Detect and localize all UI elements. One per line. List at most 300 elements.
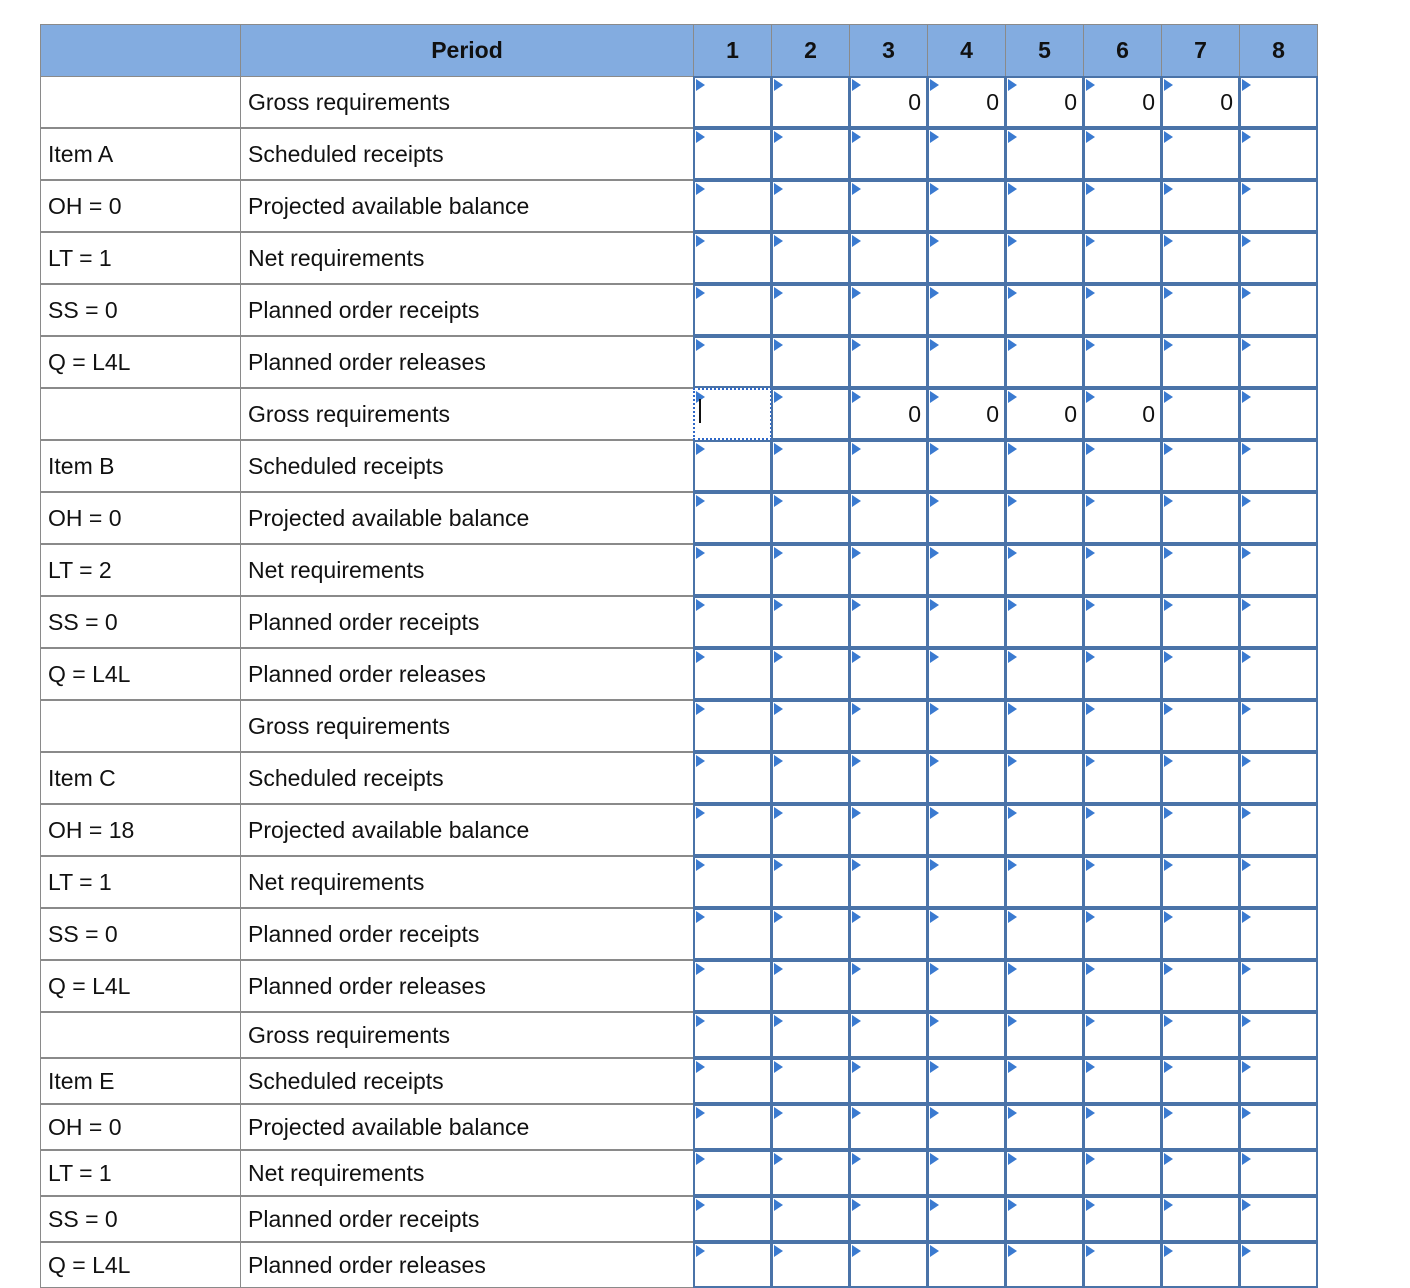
mrp-input-cell[interactable]	[1239, 908, 1318, 960]
cell-marker-icon	[852, 703, 861, 715]
mrp-input-cell[interactable]	[1083, 440, 1162, 492]
cell-marker-icon	[1164, 1107, 1173, 1119]
mrp-input-cell[interactable]	[1005, 908, 1084, 960]
period-col-header: 3	[849, 24, 928, 77]
cell-marker-icon	[1164, 339, 1173, 351]
mrp-input-cell[interactable]	[1239, 232, 1318, 284]
mrp-input-cell[interactable]	[1239, 856, 1318, 908]
mrp-input-cell[interactable]	[1161, 752, 1240, 804]
mrp-input-cell[interactable]	[1083, 388, 1162, 440]
cell-marker-icon	[852, 443, 861, 455]
cell-marker-icon	[696, 651, 705, 663]
mrp-input-cell[interactable]	[771, 856, 850, 908]
cell-marker-icon	[1086, 1153, 1095, 1165]
cell-marker-icon	[852, 651, 861, 663]
cell-marker-icon	[852, 1199, 861, 1211]
cell-marker-icon	[852, 495, 861, 507]
mrp-input-cell[interactable]	[693, 492, 772, 544]
cell-marker-icon	[774, 911, 783, 923]
mrp-input-cell[interactable]	[693, 1012, 772, 1058]
cell-marker-icon	[1086, 339, 1095, 351]
cell-marker-icon	[1242, 495, 1251, 507]
cell-marker-icon	[696, 911, 705, 923]
mrp-input-cell[interactable]	[1239, 960, 1318, 1012]
mrp-input-cell[interactable]	[771, 336, 850, 388]
mrp-input-cell[interactable]	[1083, 648, 1162, 700]
mrp-input-cell[interactable]	[927, 1012, 1006, 1058]
mrp-input-cell[interactable]	[771, 544, 850, 596]
cell-marker-icon	[696, 1199, 705, 1211]
cell-marker-icon	[1242, 79, 1251, 91]
mrp-input-cell[interactable]	[1005, 752, 1084, 804]
mrp-input-cell[interactable]	[1161, 232, 1240, 284]
item-param-cell	[40, 700, 241, 752]
mrp-input-cell[interactable]	[927, 284, 1006, 336]
item-param-cell: LT = 1	[40, 856, 241, 908]
mrp-input-cell[interactable]	[1161, 596, 1240, 648]
cell-marker-icon	[774, 599, 783, 611]
cell-marker-icon	[852, 599, 861, 611]
mrp-input-cell[interactable]	[1083, 856, 1162, 908]
mrp-input-cell[interactable]	[1239, 1150, 1318, 1196]
mrp-input-cell[interactable]	[693, 1150, 772, 1196]
cell-marker-icon	[696, 1015, 705, 1027]
cell-marker-icon	[930, 131, 939, 143]
cell-marker-icon	[774, 287, 783, 299]
mrp-input-cell[interactable]	[693, 284, 772, 336]
mrp-input-cell[interactable]	[693, 908, 772, 960]
mrp-input-cell[interactable]	[1005, 440, 1084, 492]
mrp-input-cell[interactable]	[1083, 1058, 1162, 1104]
cell-marker-icon	[696, 183, 705, 195]
mrp-input-cell[interactable]	[771, 1150, 850, 1196]
cell-marker-icon	[930, 443, 939, 455]
period-col-header: 4	[927, 24, 1006, 77]
mrp-input-cell[interactable]	[771, 1012, 850, 1058]
cell-marker-icon	[852, 131, 861, 143]
cell-marker-icon	[930, 235, 939, 247]
mrp-input-cell[interactable]	[1083, 960, 1162, 1012]
mrp-input-cell[interactable]	[927, 128, 1006, 180]
cell-marker-icon	[1242, 287, 1251, 299]
mrp-input-cell[interactable]	[1005, 1058, 1084, 1104]
row-label: Planned order receipts	[240, 284, 694, 336]
cell-marker-icon	[1164, 963, 1173, 975]
item-param-cell: SS = 0	[40, 908, 241, 960]
cell-marker-icon	[1086, 1061, 1095, 1073]
mrp-input-cell[interactable]	[771, 700, 850, 752]
mrp-input-cell[interactable]	[1005, 700, 1084, 752]
cell-marker-icon	[1008, 235, 1017, 247]
mrp-input-cell[interactable]	[849, 388, 928, 440]
mrp-input-cell[interactable]	[1005, 180, 1084, 232]
cell-marker-icon	[930, 1245, 939, 1257]
cell-marker-icon	[774, 183, 783, 195]
mrp-input-cell[interactable]	[1161, 1242, 1240, 1288]
mrp-input-cell[interactable]	[693, 232, 772, 284]
cell-marker-icon	[696, 755, 705, 767]
mrp-input-cell[interactable]	[927, 180, 1006, 232]
mrp-input-cell[interactable]	[1161, 1104, 1240, 1150]
mrp-input-cell[interactable]	[849, 596, 928, 648]
mrp-input-cell[interactable]	[693, 752, 772, 804]
cell-marker-icon	[696, 443, 705, 455]
mrp-input-cell[interactable]	[849, 336, 928, 388]
mrp-input-cell[interactable]	[771, 1196, 850, 1242]
cell-marker-icon	[930, 495, 939, 507]
item-param-cell: LT = 2	[40, 544, 241, 596]
mrp-input-cell[interactable]	[1161, 128, 1240, 180]
cell-marker-icon	[1242, 651, 1251, 663]
mrp-input-cell[interactable]	[1161, 700, 1240, 752]
mrp-input-cell[interactable]	[1005, 648, 1084, 700]
mrp-input-cell[interactable]	[1005, 388, 1084, 440]
mrp-input-cell[interactable]	[771, 648, 850, 700]
mrp-input-cell[interactable]	[1083, 284, 1162, 336]
mrp-input-cell[interactable]	[1083, 804, 1162, 856]
cell-marker-icon	[852, 339, 861, 351]
cell-marker-icon	[852, 755, 861, 767]
cell-marker-icon	[1086, 911, 1095, 923]
mrp-input-cell[interactable]	[849, 76, 928, 128]
mrp-input-cell[interactable]	[771, 180, 850, 232]
cell-marker-icon	[1164, 859, 1173, 871]
mrp-input-cell[interactable]	[1083, 180, 1162, 232]
mrp-input-cell[interactable]	[1083, 1104, 1162, 1150]
cell-value: 0	[908, 400, 921, 427]
mrp-input-cell[interactable]	[849, 544, 928, 596]
cell-marker-icon	[774, 547, 783, 559]
mrp-input-cell[interactable]	[1083, 232, 1162, 284]
mrp-input-cell[interactable]	[1239, 388, 1318, 440]
mrp-input-cell[interactable]	[927, 700, 1006, 752]
mrp-input-cell[interactable]	[849, 960, 928, 1012]
cell-marker-icon	[1086, 495, 1095, 507]
mrp-input-cell[interactable]	[771, 284, 850, 336]
mrp-input-cell[interactable]	[927, 596, 1006, 648]
row-label: Projected available balance	[240, 180, 694, 232]
mrp-input-cell[interactable]	[1239, 1058, 1318, 1104]
mrp-input-cell[interactable]	[693, 960, 772, 1012]
mrp-input-cell[interactable]	[927, 492, 1006, 544]
mrp-input-cell[interactable]	[1083, 128, 1162, 180]
mrp-input-cell[interactable]	[1005, 128, 1084, 180]
cell-marker-icon	[1008, 339, 1017, 351]
item-param-cell	[40, 76, 241, 128]
mrp-input-cell[interactable]	[771, 596, 850, 648]
mrp-input-cell[interactable]	[1005, 804, 1084, 856]
mrp-input-cell[interactable]	[693, 128, 772, 180]
mrp-input-cell[interactable]	[1239, 648, 1318, 700]
row-label: Scheduled receipts	[240, 440, 694, 492]
mrp-input-cell[interactable]	[849, 1104, 928, 1150]
mrp-input-cell[interactable]	[771, 388, 850, 440]
period-col-header: 2	[771, 24, 850, 77]
cell-marker-icon	[774, 1245, 783, 1257]
cell-marker-icon	[930, 807, 939, 819]
row-label: Planned order releases	[240, 960, 694, 1012]
mrp-input-cell[interactable]	[771, 440, 850, 492]
mrp-input-cell[interactable]	[849, 804, 928, 856]
mrp-input-cell[interactable]	[693, 180, 772, 232]
mrp-input-cell[interactable]	[771, 1242, 850, 1288]
cell-marker-icon	[930, 1153, 939, 1165]
mrp-input-cell[interactable]	[849, 700, 928, 752]
mrp-input-cell[interactable]	[1161, 440, 1240, 492]
mrp-input-cell[interactable]	[849, 1196, 928, 1242]
mrp-input-cell[interactable]	[771, 232, 850, 284]
cell-value: 0	[986, 400, 999, 427]
cell-marker-icon	[696, 131, 705, 143]
mrp-input-cell[interactable]	[1083, 1196, 1162, 1242]
cell-marker-icon	[1164, 287, 1173, 299]
mrp-input-cell[interactable]	[1161, 336, 1240, 388]
mrp-input-cell[interactable]	[1239, 492, 1318, 544]
mrp-input-cell[interactable]	[1161, 1012, 1240, 1058]
mrp-input-cell[interactable]	[1239, 804, 1318, 856]
cell-marker-icon	[1242, 443, 1251, 455]
cell-marker-icon	[1242, 911, 1251, 923]
mrp-input-cell[interactable]	[927, 76, 1006, 128]
item-param-cell	[40, 1012, 241, 1058]
mrp-input-cell[interactable]	[1161, 804, 1240, 856]
mrp-input-cell[interactable]	[1239, 1104, 1318, 1150]
mrp-input-cell[interactable]	[849, 856, 928, 908]
mrp-input-cell[interactable]	[927, 648, 1006, 700]
mrp-input-cell[interactable]	[1083, 544, 1162, 596]
mrp-input-cell[interactable]	[1005, 1242, 1084, 1288]
mrp-input-cell[interactable]	[1161, 284, 1240, 336]
mrp-input-cell[interactable]	[1005, 76, 1084, 128]
mrp-input-cell[interactable]	[1083, 752, 1162, 804]
mrp-input-cell[interactable]	[693, 544, 772, 596]
mrp-input-cell[interactable]	[1239, 1196, 1318, 1242]
mrp-input-cell[interactable]	[927, 1242, 1006, 1288]
mrp-input-cell[interactable]	[1083, 1150, 1162, 1196]
cell-marker-icon	[930, 1107, 939, 1119]
mrp-input-cell[interactable]	[1239, 544, 1318, 596]
cell-marker-icon	[1086, 131, 1095, 143]
mrp-input-cell[interactable]	[1239, 128, 1318, 180]
cell-marker-icon	[1242, 1245, 1251, 1257]
mrp-input-cell[interactable]	[1239, 596, 1318, 648]
mrp-input-cell[interactable]	[1239, 76, 1318, 128]
mrp-input-cell[interactable]	[849, 908, 928, 960]
mrp-input-cell[interactable]	[693, 856, 772, 908]
cell-marker-icon	[1008, 1245, 1017, 1257]
mrp-input-cell[interactable]	[771, 960, 850, 1012]
cell-marker-icon	[696, 807, 705, 819]
mrp-input-cell[interactable]	[771, 76, 850, 128]
mrp-input-cell[interactable]	[849, 440, 928, 492]
mrp-input-cell[interactable]	[771, 492, 850, 544]
cell-marker-icon	[774, 755, 783, 767]
item-param-cell: OH = 0	[40, 180, 241, 232]
mrp-input-cell[interactable]	[927, 1058, 1006, 1104]
mrp-input-cell[interactable]	[1005, 960, 1084, 1012]
mrp-input-cell[interactable]	[693, 440, 772, 492]
mrp-input-cell[interactable]	[771, 752, 850, 804]
mrp-input-cell[interactable]	[1083, 700, 1162, 752]
row-label: Gross requirements	[240, 700, 694, 752]
cell-marker-icon	[1164, 443, 1173, 455]
period-col-header: 5	[1005, 24, 1084, 77]
cell-marker-icon	[930, 79, 939, 91]
mrp-input-cell[interactable]	[1161, 180, 1240, 232]
cell-marker-icon	[852, 79, 861, 91]
cell-value: 0	[1064, 88, 1077, 115]
cell-marker-icon	[696, 287, 705, 299]
mrp-input-cell[interactable]	[849, 128, 928, 180]
cell-marker-icon	[852, 1153, 861, 1165]
mrp-input-cell[interactable]	[1161, 76, 1240, 128]
mrp-input-cell[interactable]	[849, 1242, 928, 1288]
mrp-input-cell[interactable]	[927, 908, 1006, 960]
cell-marker-icon	[1086, 963, 1095, 975]
mrp-input-cell[interactable]	[849, 492, 928, 544]
mrp-input-cell[interactable]	[849, 752, 928, 804]
mrp-input-cell[interactable]	[1005, 1196, 1084, 1242]
mrp-input-cell[interactable]	[927, 232, 1006, 284]
mrp-input-cell[interactable]	[1161, 492, 1240, 544]
mrp-input-cell[interactable]	[1239, 336, 1318, 388]
mrp-input-cell[interactable]	[693, 648, 772, 700]
mrp-input-cell[interactable]	[1239, 180, 1318, 232]
mrp-input-cell[interactable]	[1239, 752, 1318, 804]
mrp-input-cell[interactable]	[927, 960, 1006, 1012]
cell-marker-icon	[774, 703, 783, 715]
mrp-input-cell[interactable]	[771, 908, 850, 960]
cell-marker-icon	[1164, 1199, 1173, 1211]
mrp-input-cell[interactable]	[1239, 1242, 1318, 1288]
mrp-input-cell[interactable]	[1239, 700, 1318, 752]
cell-marker-icon	[696, 1153, 705, 1165]
cell-marker-icon	[1086, 183, 1095, 195]
cell-value: 0	[1142, 88, 1155, 115]
mrp-input-cell[interactable]	[1161, 908, 1240, 960]
mrp-input-cell[interactable]	[1083, 596, 1162, 648]
cell-marker-icon	[774, 391, 783, 403]
mrp-input-cell[interactable]	[771, 1058, 850, 1104]
mrp-input-cell[interactable]	[693, 700, 772, 752]
mrp-input-cell[interactable]	[1005, 232, 1084, 284]
cell-marker-icon	[1164, 235, 1173, 247]
mrp-input-cell[interactable]	[849, 180, 928, 232]
mrp-input-cell[interactable]	[693, 336, 772, 388]
mrp-input-cell[interactable]	[1083, 1012, 1162, 1058]
mrp-input-cell[interactable]	[1005, 856, 1084, 908]
cell-marker-icon	[1086, 547, 1095, 559]
mrp-input-cell[interactable]	[1239, 284, 1318, 336]
cell-marker-icon	[852, 1107, 861, 1119]
mrp-input-cell[interactable]	[1239, 440, 1318, 492]
mrp-input-cell[interactable]	[693, 1242, 772, 1288]
mrp-input-cell[interactable]	[927, 544, 1006, 596]
cell-marker-icon	[1242, 339, 1251, 351]
row-label: Scheduled receipts	[240, 752, 694, 804]
cell-marker-icon	[696, 79, 705, 91]
mrp-input-cell[interactable]	[1005, 492, 1084, 544]
cell-marker-icon	[696, 391, 705, 403]
mrp-input-cell[interactable]	[1005, 544, 1084, 596]
mrp-input-cell[interactable]	[1161, 544, 1240, 596]
mrp-input-cell[interactable]	[693, 1196, 772, 1242]
mrp-input-cell[interactable]	[1005, 284, 1084, 336]
mrp-input-cell[interactable]	[1083, 76, 1162, 128]
mrp-input-cell[interactable]	[1005, 1012, 1084, 1058]
cell-marker-icon	[1086, 1199, 1095, 1211]
mrp-input-cell[interactable]	[849, 1150, 928, 1196]
cell-marker-icon	[930, 911, 939, 923]
mrp-input-cell[interactable]	[771, 128, 850, 180]
cell-marker-icon	[1242, 755, 1251, 767]
cell-marker-icon	[774, 495, 783, 507]
cell-marker-icon	[696, 963, 705, 975]
mrp-input-cell[interactable]	[1161, 1150, 1240, 1196]
cell-marker-icon	[1086, 807, 1095, 819]
mrp-input-cell[interactable]	[927, 388, 1006, 440]
mrp-input-cell[interactable]	[1161, 960, 1240, 1012]
mrp-input-cell[interactable]	[1239, 1012, 1318, 1058]
cell-marker-icon	[1242, 703, 1251, 715]
mrp-input-cell[interactable]	[1083, 492, 1162, 544]
cell-marker-icon	[696, 547, 705, 559]
mrp-input-cell[interactable]	[693, 1104, 772, 1150]
mrp-input-cell[interactable]	[1005, 1104, 1084, 1150]
mrp-input-cell[interactable]	[927, 440, 1006, 492]
mrp-input-cell[interactable]	[693, 76, 772, 128]
cell-marker-icon	[1008, 547, 1017, 559]
mrp-input-cell[interactable]	[1161, 1196, 1240, 1242]
mrp-input-cell[interactable]	[849, 648, 928, 700]
mrp-input-cell[interactable]	[771, 1104, 850, 1150]
cell-marker-icon	[1164, 703, 1173, 715]
mrp-input-cell[interactable]	[1005, 596, 1084, 648]
mrp-input-cell[interactable]	[849, 1058, 928, 1104]
cell-marker-icon	[1086, 235, 1095, 247]
mrp-input-cell[interactable]	[927, 1196, 1006, 1242]
mrp-input-cell[interactable]	[1161, 388, 1240, 440]
mrp-input-cell[interactable]	[693, 388, 772, 440]
mrp-input-cell[interactable]	[1161, 856, 1240, 908]
mrp-input-cell[interactable]	[849, 232, 928, 284]
mrp-input-cell[interactable]	[927, 1150, 1006, 1196]
mrp-input-cell[interactable]	[927, 856, 1006, 908]
cell-marker-icon	[1242, 1015, 1251, 1027]
mrp-input-cell[interactable]	[693, 804, 772, 856]
mrp-input-cell[interactable]	[849, 1012, 928, 1058]
mrp-input-cell[interactable]	[927, 804, 1006, 856]
cell-marker-icon	[1242, 1199, 1251, 1211]
mrp-input-cell[interactable]	[1083, 1242, 1162, 1288]
mrp-input-cell[interactable]	[927, 336, 1006, 388]
mrp-input-cell[interactable]	[927, 1104, 1006, 1150]
mrp-input-cell[interactable]	[693, 596, 772, 648]
mrp-input-cell[interactable]	[1161, 1058, 1240, 1104]
mrp-input-cell[interactable]	[1005, 1150, 1084, 1196]
mrp-input-cell[interactable]	[1161, 648, 1240, 700]
mrp-input-cell[interactable]	[849, 284, 928, 336]
mrp-input-cell[interactable]	[1083, 336, 1162, 388]
item-param-cell: Q = L4L	[40, 336, 241, 388]
mrp-input-cell[interactable]	[1005, 336, 1084, 388]
mrp-input-cell[interactable]	[927, 752, 1006, 804]
cell-marker-icon	[1008, 391, 1017, 403]
mrp-input-cell[interactable]	[1083, 908, 1162, 960]
cell-marker-icon	[1008, 287, 1017, 299]
mrp-input-cell[interactable]	[771, 804, 850, 856]
mrp-input-cell[interactable]	[693, 1058, 772, 1104]
